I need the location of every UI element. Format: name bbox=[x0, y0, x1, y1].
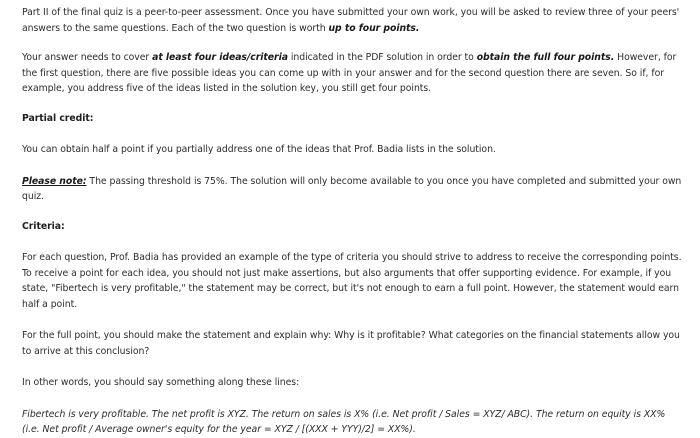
requirement-text-1: Your answer needs to cover bbox=[22, 52, 153, 63]
criteria-paragraph-2: For the full point, you should make the statement and explain why: Why is it profitable? What categories on the financial statements allow you to arrive at this conclusion? bbox=[22, 330, 680, 357]
intro-emphasis: up to four points. bbox=[328, 22, 420, 34]
instructions-document bbox=[22, 5, 682, 438]
partial-credit-heading: Partial credit: bbox=[22, 112, 94, 124]
criteria-paragraph-1: For each question, Prof. Badia has provided an example of the type of criteria you should strive to address to receive the corresponding points. To receive a point for each idea, you should not just make assertions, but also arguments that offer supporting evidence. For example, if you state, "Fibertech is very profitable," the statement may be correct, but it's not enough to earn a full point. However, the statement would earn half a point. bbox=[22, 252, 682, 310]
note-paragraph bbox=[22, 174, 682, 205]
criteria-heading: Criteria: bbox=[22, 220, 65, 232]
intro-text: Part II of the final quiz is a peer-to-peer assessment. Once you have submitted your own work, you will be asked to review three of your peers' answers to the same questions. Each of the two question is worth bbox=[22, 7, 680, 34]
requirement-emphasis-1: at least four ideas/criteria bbox=[152, 52, 288, 63]
note-label: Please note: bbox=[22, 175, 87, 187]
requirement-text-2: indicated in the PDF solution in order to bbox=[287, 52, 477, 63]
partial-credit-text: You can obtain half a point if you partially address one of the ideas that Prof. Badia lists in the solution. bbox=[22, 144, 496, 155]
note-text: The passing threshold is 75%. The solution will only become available to you once you have completed and submitted your own quiz. bbox=[22, 175, 682, 202]
requirement-text-3: However, for the first question, there are five possible ideas you can come up with in your answer and for the second question there are seven. So if, for example, you address five of the ideas listed in the solution key, you still get four points. bbox=[22, 52, 677, 94]
requirement-paragraph bbox=[22, 50, 682, 97]
criteria-example: Fibertech is very profitable. The net profit is XYZ. The return on sales is X% (i.e. Net profit / Sales = XYZ/ ABC). The return on equity is XX% (i.e. Net profit / Average owner's equity for the year = XYZ / [(XXX + YYY)/2] = XX%). bbox=[22, 408, 666, 435]
intro-paragraph bbox=[22, 5, 682, 36]
criteria-paragraph-3: In other words, you should say something along these lines: bbox=[22, 377, 300, 388]
requirement-emphasis-2: obtain the full four points. bbox=[476, 52, 615, 63]
